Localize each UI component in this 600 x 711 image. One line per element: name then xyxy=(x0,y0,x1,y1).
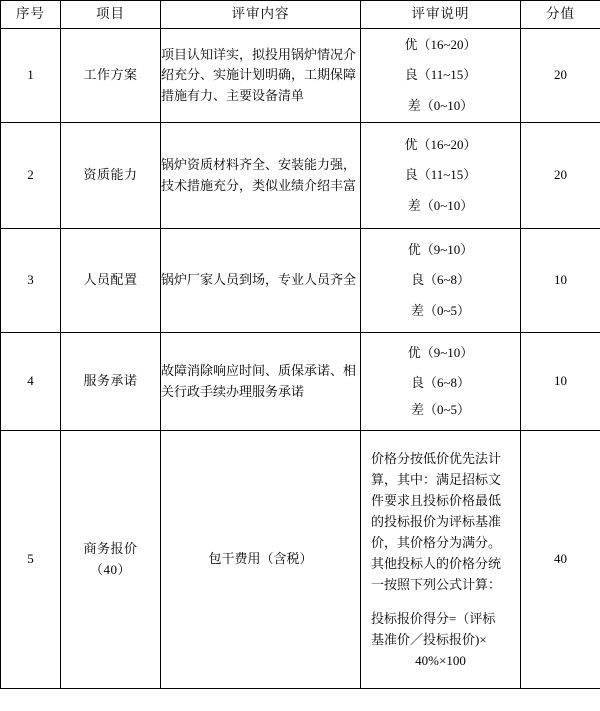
row-review-description xyxy=(361,123,521,229)
header-cell-content: 评审内容 xyxy=(161,1,361,29)
row-number: 4 xyxy=(1,333,61,431)
header-cell-item: 项目 xyxy=(61,1,161,29)
header-cell-score: 分值 xyxy=(521,1,600,29)
price-formula-line-2: 基准价／投标报价)× xyxy=(371,632,487,648)
grade-good: 良（11~15） xyxy=(404,67,477,83)
row-item-name: 服务承诺 xyxy=(61,333,161,431)
row-score: 20 xyxy=(521,29,600,123)
row-review-description xyxy=(361,29,521,123)
row-item-weight: （40） xyxy=(89,561,131,577)
grade-poor: 差（0~5） xyxy=(410,401,471,417)
table-row xyxy=(1,431,600,689)
row-number: 3 xyxy=(1,229,61,333)
row-review-description xyxy=(361,431,521,689)
price-score-method-paragraph: 价格分按低价优先法计算，其中：满足招标文件要求且投标价格最低的投标报价为评标基准价，其价格分为满分。其他投标人的价格分统一按照下列公式计算： xyxy=(371,450,502,593)
row-number: 2 xyxy=(1,123,61,229)
row-item-name: 人员配置 xyxy=(61,229,161,333)
row-item-name: 资质能力 xyxy=(61,123,161,229)
table-row xyxy=(1,29,600,123)
grade-excellent: 优（9~10） xyxy=(407,345,474,361)
row-item-name xyxy=(61,431,161,689)
grade-excellent: 优（16~20） xyxy=(404,37,477,53)
table-header-row xyxy=(1,1,600,29)
grade-excellent: 优（16~20） xyxy=(404,137,477,153)
table-row xyxy=(1,333,600,431)
row-review-content: 包干费用（含税） xyxy=(161,431,361,689)
row-review-content: 锅炉厂家人员到场，专业人员齐全 xyxy=(161,229,361,333)
price-formula-line-3: 40%×100 xyxy=(415,653,466,669)
header-cell-no: 序号 xyxy=(1,1,61,29)
table-row xyxy=(1,123,600,229)
header-cell-desc: 评审说明 xyxy=(361,1,521,29)
grade-good: 良（6~8） xyxy=(410,375,471,391)
row-item-label: 商务报价 xyxy=(83,541,138,557)
grade-good: 良（6~8） xyxy=(410,272,471,288)
grade-poor: 差（0~5） xyxy=(410,302,471,318)
price-formula-line-1: 投标报价得分=（评标 xyxy=(371,611,496,627)
row-number: 5 xyxy=(1,431,61,689)
row-score: 10 xyxy=(521,333,600,431)
grade-poor: 差（0~10） xyxy=(407,97,474,113)
row-review-description xyxy=(361,229,521,333)
row-score: 20 xyxy=(521,123,600,229)
row-review-content: 项目认知详实，拟投用锅炉情况介绍充分、实施计划明确，工期保障措施有力、主要设备清单 xyxy=(161,29,361,123)
row-review-description xyxy=(361,333,521,431)
row-review-content: 锅炉资质材料齐全、安装能力强，技术措施充分，类似业绩介绍丰富 xyxy=(161,123,361,229)
grade-excellent: 优（9~10） xyxy=(407,242,474,258)
row-item-name: 工作方案 xyxy=(61,29,161,123)
paragraph-gap xyxy=(371,595,510,608)
grade-poor: 差（0~10） xyxy=(407,197,474,213)
row-number: 1 xyxy=(1,29,61,123)
grade-good: 良（11~15） xyxy=(404,167,477,183)
row-score: 40 xyxy=(521,431,600,689)
row-score: 10 xyxy=(521,229,600,333)
row-review-content: 故障消除响应时间、质保承诺、相关行政手续办理服务承诺 xyxy=(161,333,361,431)
table-row xyxy=(1,229,600,333)
